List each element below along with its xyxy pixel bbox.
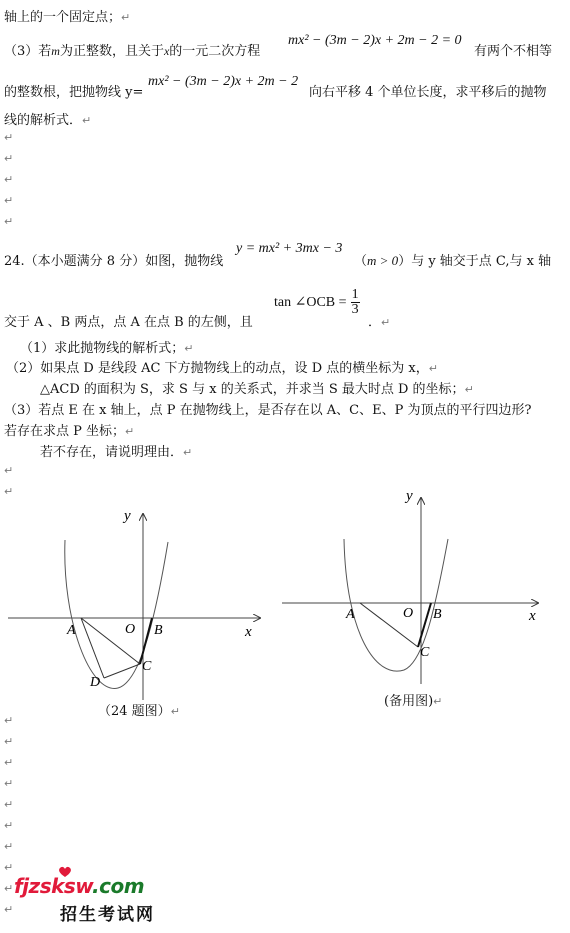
watermark-subtitle: 招生考试网 — [60, 905, 155, 925]
watermark-site-url: fjzsksw.com — [14, 874, 145, 898]
label-b: B — [154, 623, 163, 638]
text-line-2: （3）若m为正整数，且关于x的一元二次方程 — [4, 44, 261, 59]
site-watermark-logo — [14, 874, 174, 930]
paragraph-mark: ↵ — [4, 194, 14, 207]
paragraph-mark: ↵ — [4, 819, 14, 832]
parabola — [65, 540, 168, 688]
text-line-3-end: 向右平移 4 个单位长度，求平移后的抛物 — [309, 85, 547, 100]
text-line-1: 轴上的一个固定点；↵ — [4, 10, 131, 25]
label-d: D — [90, 675, 101, 690]
question-24-line: 24.（本小题满分 8 分）如图，抛物线 — [4, 254, 224, 269]
figure-24-backup — [276, 484, 566, 694]
text-line-2-end: 有两个不相等 — [474, 44, 553, 59]
paragraph-mark: ↵ — [4, 735, 14, 748]
equation-2: mx² − (3m − 2)x + 2m − 2 — [148, 74, 299, 89]
label-a: A — [67, 623, 76, 638]
segment-cb — [140, 618, 152, 664]
paragraph-mark: ↵ — [4, 861, 14, 874]
label-y: y — [406, 488, 413, 504]
question-24-cond: （m > 0）与 y 轴交于点 C,与 x 轴 — [354, 253, 552, 269]
paragraph-mark: ↵ — [4, 798, 14, 811]
equation-1: mx² − (3m − 2)x + 2m − 2 = 0 — [288, 33, 462, 48]
paragraph-mark: ↵ — [4, 903, 14, 916]
label-x: x — [529, 608, 536, 624]
parabola — [344, 539, 448, 671]
paragraph-mark: ↵ — [4, 464, 14, 477]
paragraph-mark: ↵ — [4, 777, 14, 790]
label-o: O — [403, 606, 414, 621]
label-x: x — [245, 624, 252, 640]
paragraph-mark: ↵ — [4, 756, 14, 769]
subquestion-2: （2）如果点 D 是线段 AC 下方抛物线上的动点，设 D 点的横坐标为 x，↵ — [6, 361, 438, 376]
text-line-6: 交于 A 、B 两点，点 A 在点 B 的左侧，且 — [4, 315, 253, 330]
paragraph-mark: ↵ — [4, 152, 14, 165]
figure-24-main — [0, 500, 280, 720]
subquestion-1: （1）求此抛物线的解析式；↵ — [20, 341, 194, 356]
paragraph-mark: ↵ — [4, 840, 14, 853]
paragraph-mark: ↵ — [4, 173, 14, 186]
right-figure-caption: (备用图)↵ — [384, 694, 443, 709]
label-b: B — [433, 607, 442, 622]
paragraph-mark: ↵ — [4, 882, 14, 895]
subquestion-3-cont: 若存在求点 P 坐标；↵ — [4, 424, 135, 439]
paragraph-mark: ↵ — [4, 215, 14, 228]
paragraph-mark: ↵ — [4, 485, 14, 498]
equation-3: y = mx² + 3mx − 3 — [236, 241, 343, 256]
label-y: y — [124, 508, 131, 524]
label-o: O — [125, 622, 136, 637]
subquestion-3: （3）若点 E 在 x 轴上，点 P 在抛物线上，是否存在以 A、C、E、P 为顶点的平行四边形? — [4, 403, 532, 418]
label-c: C — [142, 659, 152, 674]
watermark-site-tld: .com — [92, 874, 145, 898]
paragraph-mark: ↵ — [4, 714, 14, 727]
text-line-4: 线的解析式．↵ — [4, 113, 92, 128]
subquestion-3-end: 若不存在，请说明理由．↵ — [40, 445, 193, 460]
paragraph-mark: ↵ — [4, 131, 14, 144]
left-figure-caption: （24 题图）↵ — [98, 704, 180, 719]
text-line-6-end: ．↵ — [368, 315, 391, 330]
subquestion-2-cont: △ACD 的面积为 S，求 S 与 x 的关系式，并求当 S 最大时点 D 的坐标；↵ — [40, 382, 474, 397]
text-line-3: 的整数根，把抛物线 y= — [4, 85, 144, 100]
tan-condition: tan ∠OCB = $\frac{1}{3}$ — [274, 287, 359, 317]
label-a: A — [346, 607, 355, 622]
label-c: C — [420, 645, 430, 660]
